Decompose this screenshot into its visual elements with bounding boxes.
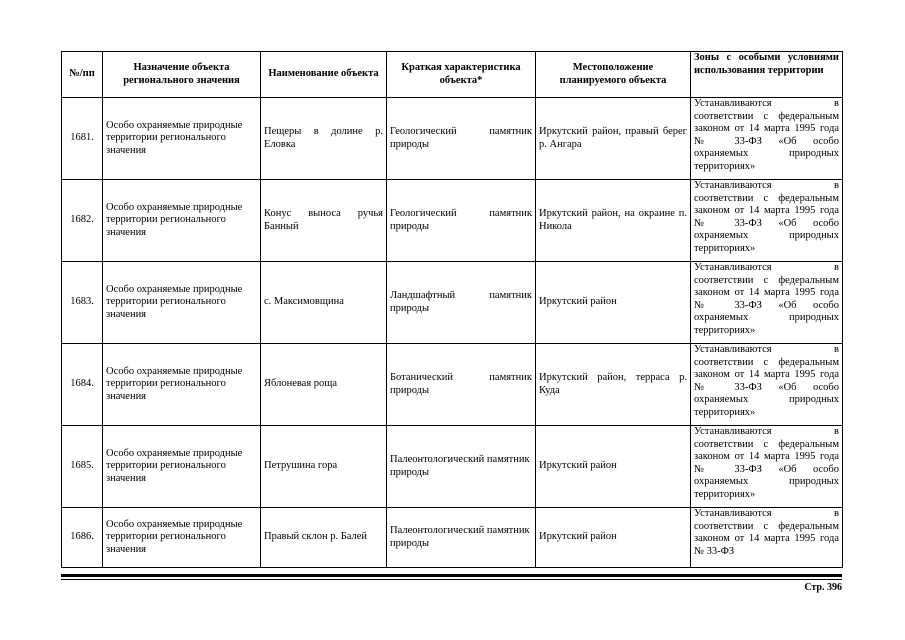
footer-divider-thick (61, 574, 842, 577)
row-characteristic: Палеонтологический памятник природы (387, 426, 536, 508)
header-characteristic: Краткая характеристика объекта* (387, 52, 536, 98)
row-number: 1684. (62, 344, 103, 426)
row-zones: Устанавливаются в соответствии с федеральным законом от 14 марта 1995 года № 33-ФЗ «Об особо охраняемых природных территориях» (691, 344, 843, 426)
row-number: 1685. (62, 426, 103, 508)
row-zones: Устанавливаются в соответствии с федеральным законом от 14 марта 1995 года № 33-ФЗ «Об особо охраняемых природных территориях» (691, 262, 843, 344)
table-body (62, 98, 843, 568)
row-characteristic: Геологический памятник природы (387, 98, 536, 180)
header-location: Местоположение планируемого объекта (536, 52, 691, 98)
row-location: Иркутский район, на окраине п. Никола (536, 180, 691, 262)
row-object-name: с. Максимовщина (261, 262, 387, 344)
table-row (62, 344, 843, 426)
row-number: 1686. (62, 508, 103, 568)
row-location: Иркутский район, правый берег р. Ангара (536, 98, 691, 180)
row-purpose: Особо охраняемые природные территории регионального значения (103, 262, 261, 344)
row-object-name: Яблоневая роща (261, 344, 387, 426)
row-characteristic: Геологический памятник природы (387, 180, 536, 262)
objects-table (61, 51, 843, 568)
row-characteristic: Ботанический памятник природы (387, 344, 536, 426)
row-location: Иркутский район (536, 262, 691, 344)
footer-divider-thin (61, 579, 842, 580)
table-header (62, 52, 843, 98)
row-number: 1683. (62, 262, 103, 344)
row-zones: Устанавливаются в соответствии с федеральным законом от 14 марта 1995 года № 33-ФЗ «Об особо охраняемых природных территориях» (691, 180, 843, 262)
row-location: Иркутский район (536, 508, 691, 568)
row-zones: Устанавливаются в соответствии с федеральным законом от 14 марта 1995 года № 33-ФЗ «Об особо охраняемых природных территориях» (691, 98, 843, 180)
row-number: 1681. (62, 98, 103, 180)
row-purpose: Особо охраняемые природные территории регионального значения (103, 98, 261, 180)
table-row (62, 98, 843, 180)
row-location: Иркутский район (536, 426, 691, 508)
row-purpose: Особо охраняемые природные территории регионального значения (103, 344, 261, 426)
header-object-name: Наименование объекта (261, 52, 387, 98)
row-location: Иркутский район, терраса р. Куда (536, 344, 691, 426)
row-purpose: Особо охраняемые природные территории регионального значения (103, 426, 261, 508)
row-purpose: Особо охраняемые природные территории регионального значения (103, 180, 261, 262)
row-characteristic: Палеонтологический памятник природы (387, 508, 536, 568)
row-object-name: Конус выноса ручья Банный (261, 180, 387, 262)
table-row (62, 262, 843, 344)
header-row (62, 52, 843, 98)
table-row (62, 508, 843, 568)
row-zones: Устанавливаются в соответствии с федеральным законом от 14 марта 1995 года № 33-ФЗ «Об особо охраняемых природных территориях» (691, 426, 843, 508)
row-object-name: Пещеры в долине р. Еловка (261, 98, 387, 180)
header-number: №/пп (62, 52, 103, 98)
table-row (62, 426, 843, 508)
header-zones: Зоны с особыми условиями использования территории (691, 52, 843, 98)
page-number: Стр. 396 (804, 582, 842, 593)
header-purpose: Назначение объекта регионального значения (103, 52, 261, 98)
row-purpose: Особо охраняемые природные территории регионального значения (103, 508, 261, 568)
row-zones: Устанавливаются в соответствии с федеральным законом от 14 марта 1995 года № 33-ФЗ (691, 508, 843, 568)
row-object-name: Петрушина гора (261, 426, 387, 508)
row-characteristic: Ландшафтный памятник природы (387, 262, 536, 344)
table-row (62, 180, 843, 262)
row-object-name: Правый склон р. Балей (261, 508, 387, 568)
row-number: 1682. (62, 180, 103, 262)
